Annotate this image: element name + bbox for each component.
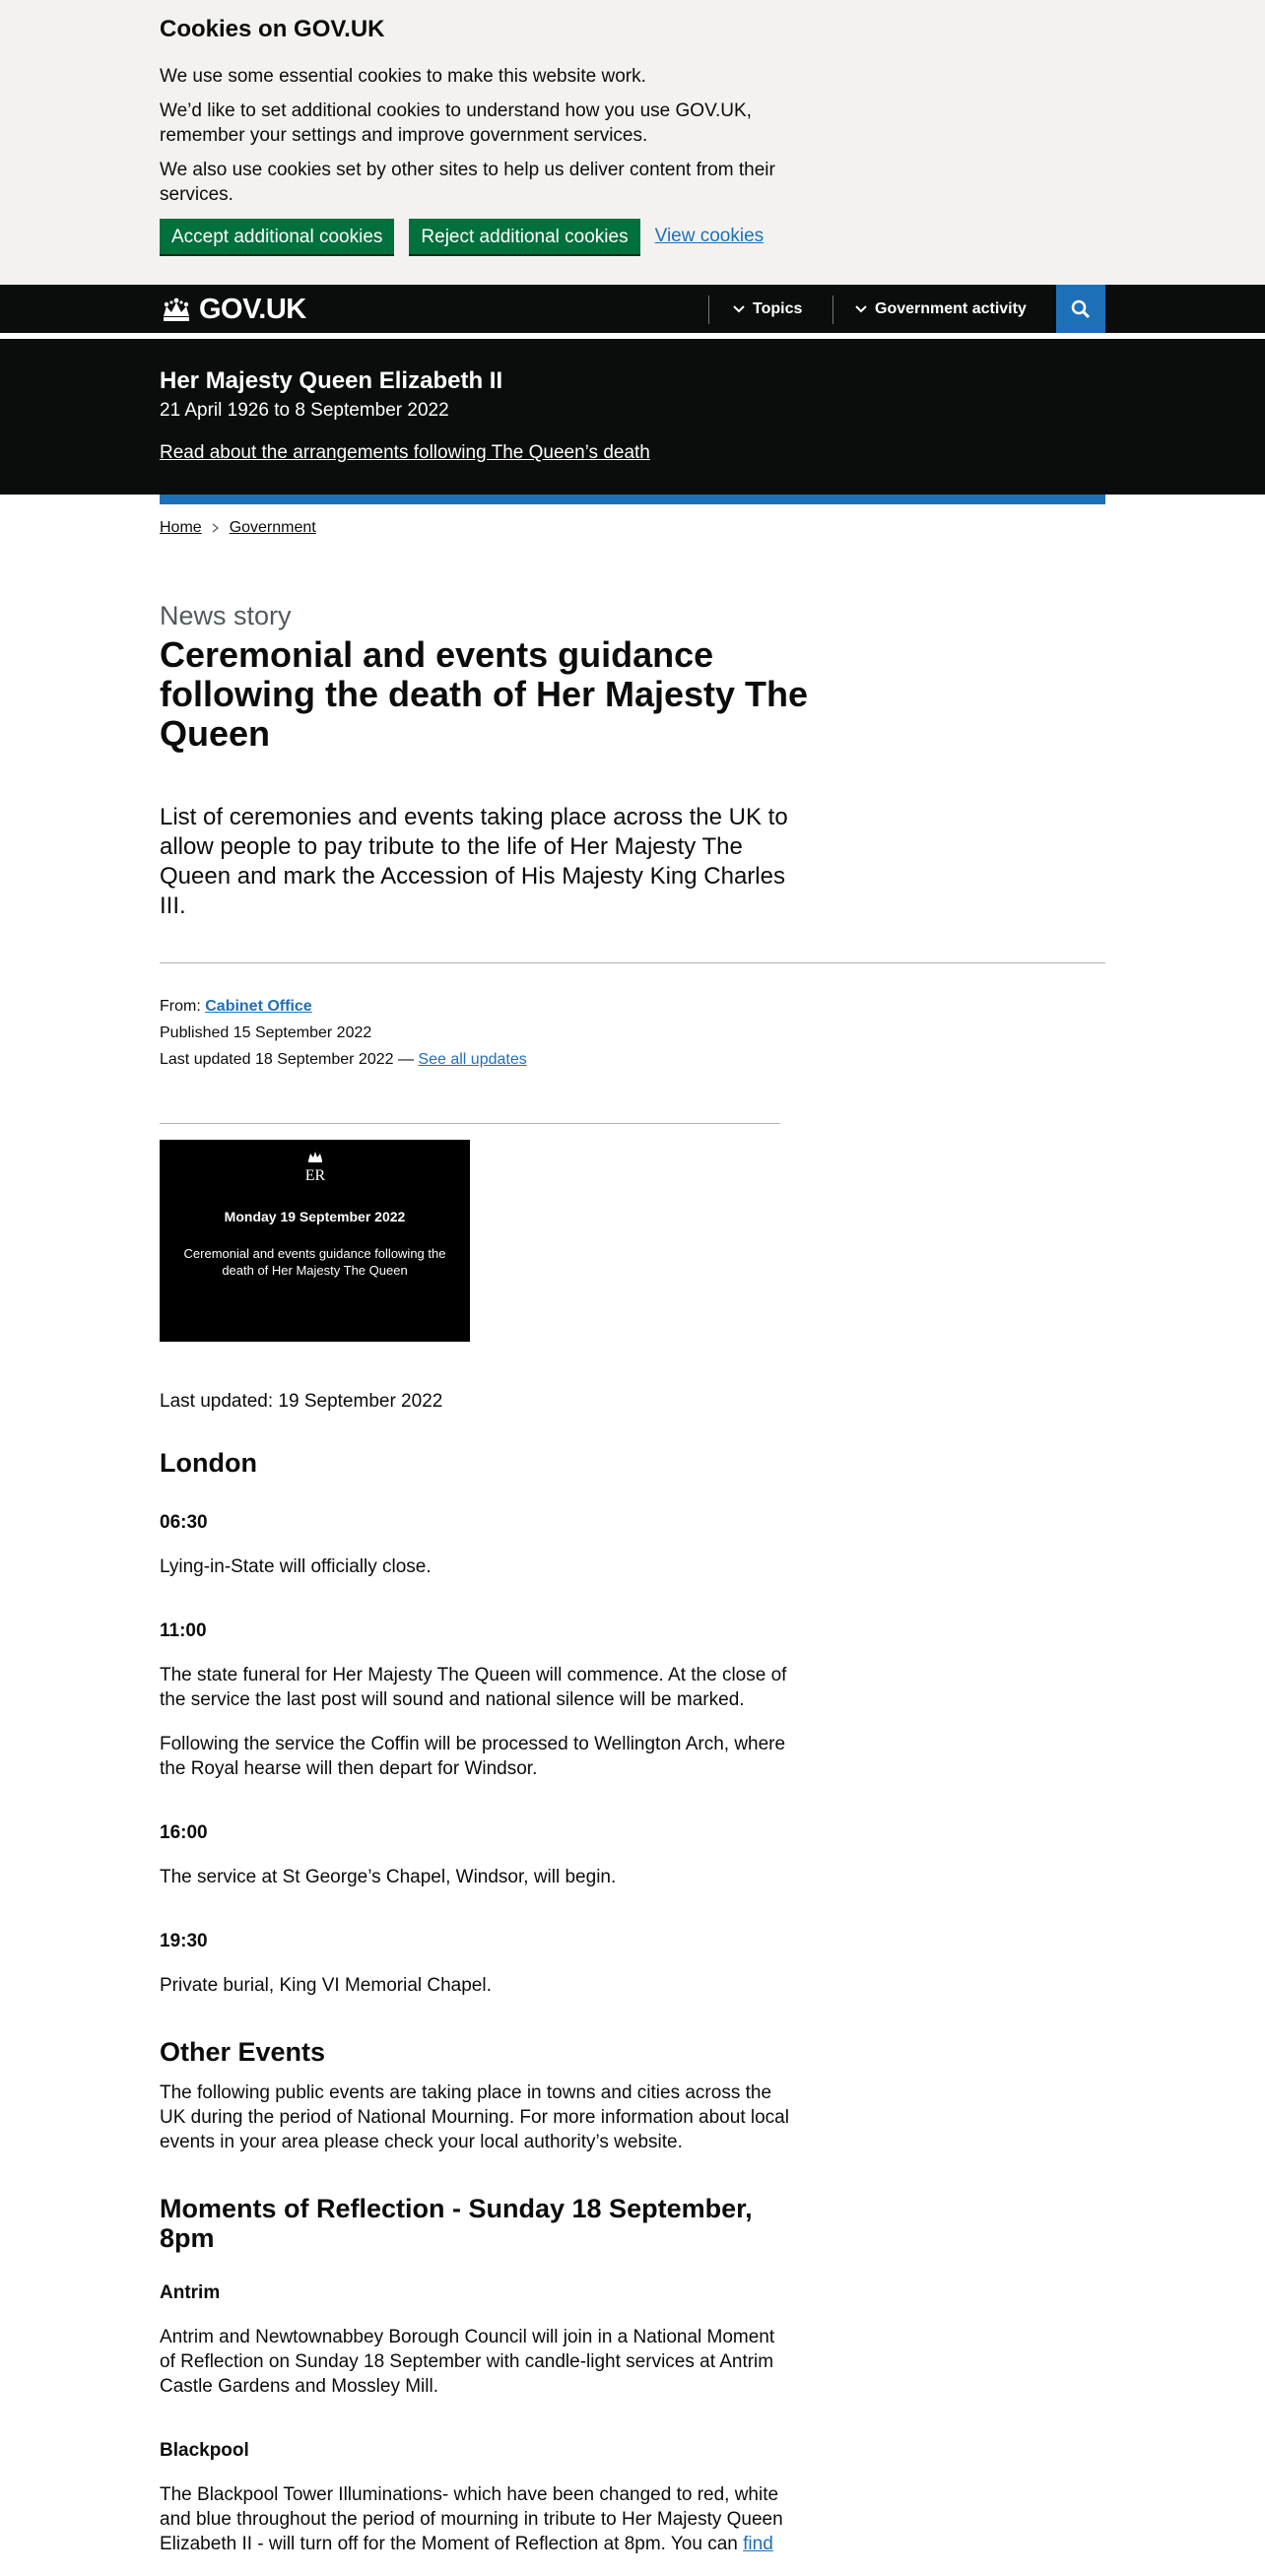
emergency-banner	[0, 339, 1265, 495]
lead-image	[160, 1140, 470, 1342]
search-button[interactable]	[1056, 285, 1105, 333]
updated-line	[160, 1046, 527, 1073]
cookie-text-third-party: We also use cookies set by other sites to help us deliver content from their services.	[160, 160, 775, 205]
location-heading: Antrim	[160, 2282, 221, 2303]
nav-divider	[832, 296, 833, 324]
paragraph: The state funeral for Her Majesty The Queen will commence. At the close of the service the last post will sound and national silence will be marked.	[160, 1665, 787, 1710]
article-body	[160, 1389, 790, 2576]
paragraph: Antrim and Newtownabbey Borough Council will join in a National Moment of Reflection on Sunday 18 September with candle-light services at Antrim Castle Gardens and Mossley Mill.	[160, 2327, 775, 2397]
time-heading: 11:00	[160, 1620, 207, 1641]
from-line	[160, 993, 527, 1020]
nav-divider	[708, 296, 709, 324]
view-cookies-link[interactable]: View cookies	[654, 226, 765, 246]
page-title: Ceremonial and events guidance following the death of Her Majesty The Queen	[160, 634, 809, 754]
royal-cypher-icon	[300, 1150, 331, 1185]
other-events-heading: Other Events	[160, 2037, 326, 2067]
chevron-down-icon	[855, 303, 867, 315]
header-blue-bar	[160, 495, 1105, 504]
breadcrumb-home-link[interactable]: Home	[160, 519, 202, 536]
cookie-banner-title: Cookies on GOV.UK	[160, 16, 385, 42]
paragraph: Lying-in-State will officially close.	[160, 1556, 432, 1577]
see-all-updates-link[interactable]: See all updates	[418, 1051, 527, 1068]
london-heading: London	[160, 1448, 257, 1478]
divider	[160, 962, 1105, 963]
from-label: From:	[160, 998, 201, 1015]
image-caption: Ceremonial and events guidance following the death of Her Majesty The Queen	[183, 1246, 446, 1278]
lead-paragraph: List of ceremonies and events taking place across the UK to allow people to pay tribute to the life of Her Majesty The Queen and mark the Accession of His Majesty King Charles III.	[160, 804, 788, 919]
paragraph	[160, 2482, 790, 2556]
moments-of-reflection-heading: Moments of Reflection - Sunday 18 September, 8pm	[160, 2194, 753, 2253]
time-heading: 06:30	[160, 1512, 208, 1533]
document-type: News story	[160, 601, 292, 630]
reject-cookies-button[interactable]: Reject additional cookies	[409, 219, 639, 254]
time-heading: 19:30	[160, 1931, 208, 1951]
emergency-banner-dates: 21 April 1926 to 8 September 2022	[160, 400, 449, 421]
paragraph: The following public events are taking place in towns and cities across the UK during the period of National Mourning. For more information about local events in your area please check your local authority’s website.	[160, 2082, 789, 2152]
chevron-right-icon	[212, 523, 220, 533]
cookie-text-additional: We’d like to set additional cookies to understand how you use GOV.UK, remember your settings and improve government services.	[160, 100, 752, 146]
nav-topics-button[interactable]	[733, 285, 802, 333]
chevron-down-icon	[733, 303, 745, 315]
paragraph: Following the service the Coffin will be processed to Wellington Arch, where the Royal hearse will then depart for Windsor.	[160, 1734, 786, 1779]
location-heading: Blackpool	[160, 2440, 249, 2461]
paragraph: Private burial, King VI Memorial Chapel.	[160, 1975, 492, 1996]
find-link[interactable]: find	[743, 2534, 773, 2554]
breadcrumb	[160, 519, 316, 537]
crown-icon	[160, 295, 193, 324]
logo-text: GOV.UK	[199, 293, 306, 325]
organisation-link[interactable]: Cabinet Office	[205, 998, 312, 1015]
publication-metadata	[160, 993, 527, 1073]
published-date: Published 15 September 2022	[160, 1024, 372, 1041]
royal-cypher-text: ER	[304, 1167, 326, 1184]
govuk-logo-link[interactable]	[160, 293, 306, 326]
search-icon	[1071, 299, 1091, 319]
updated-date: Last updated 18 September 2022 —	[160, 1051, 414, 1068]
last-updated-note: Last updated: 19 September 2022	[160, 1391, 443, 1412]
image-date: Monday 19 September 2022	[224, 1209, 406, 1224]
emergency-banner-link[interactable]: Read about the arrangements following The Queen’s death	[160, 442, 650, 463]
cookie-text-essential: We use some essential cookies to make this website work.	[160, 66, 646, 87]
time-heading: 16:00	[160, 1822, 208, 1843]
blackpool-text: The Blackpool Tower Illuminations- which have been changed to red, white and blue throughout the period of mourning in tribute to Her Majesty Queen Elizabeth II - will turn off for the Moment of Reflection at 8pm. You can	[160, 2484, 783, 2554]
cookie-actions	[160, 219, 1105, 254]
paragraph: The service at St George’s Chapel, Windsor, will begin.	[160, 1867, 617, 1887]
nav-government-activity-label: Government activity	[875, 299, 1027, 317]
cookie-banner	[0, 0, 1265, 285]
accept-cookies-button[interactable]: Accept additional cookies	[160, 219, 394, 254]
emergency-banner-title: Her Majesty Queen Elizabeth II	[160, 367, 503, 394]
nav-topics-label: Topics	[753, 299, 803, 317]
site-header	[0, 285, 1265, 336]
divider	[160, 1123, 780, 1124]
nav-government-activity-button[interactable]	[855, 285, 1027, 333]
breadcrumb-government-link[interactable]: Government	[229, 519, 316, 536]
